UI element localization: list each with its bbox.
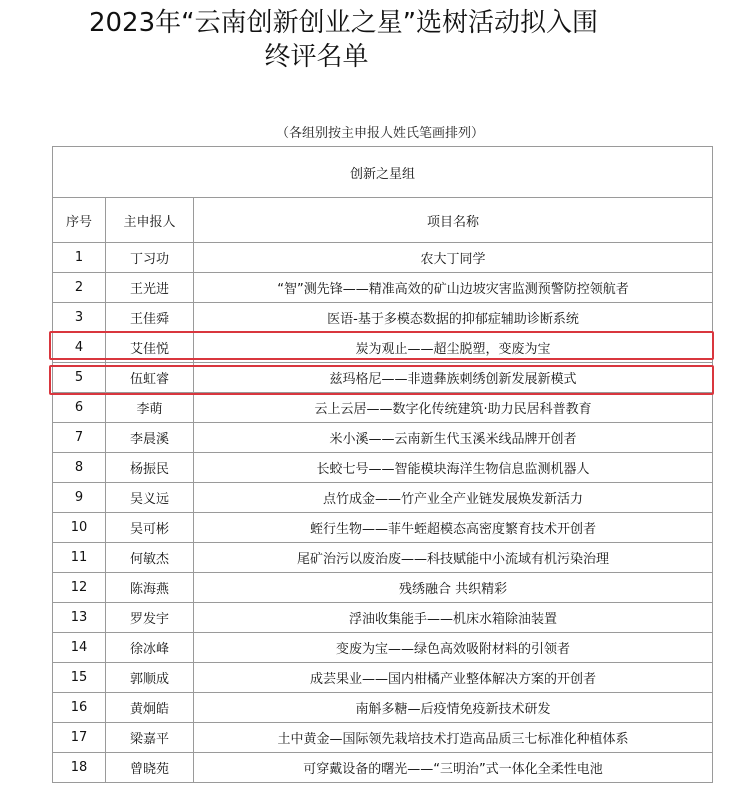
group-header-row bbox=[53, 147, 713, 198]
applicant-name: 伍虹睿 bbox=[106, 363, 194, 393]
table-row bbox=[53, 363, 713, 393]
table-row bbox=[53, 453, 713, 483]
project-name: “智”测先锋——精准高效的矿山边坡灾害监测预警防控领航者 bbox=[194, 273, 713, 303]
applicant-name: 梁嘉平 bbox=[106, 723, 194, 753]
applicant-name: 吴义远 bbox=[106, 483, 194, 513]
row-number: 9 bbox=[53, 483, 106, 513]
applicant-name: 何敏杰 bbox=[106, 543, 194, 573]
row-number: 17 bbox=[53, 723, 106, 753]
project-name: 尾矿治污以废治废——科技赋能中小流域有机污染治理 bbox=[194, 543, 713, 573]
table-row bbox=[53, 573, 713, 603]
table-row bbox=[53, 483, 713, 513]
title-line-2: 终评名单 bbox=[264, 42, 369, 72]
applicant-name: 李晨溪 bbox=[106, 423, 194, 453]
row-number: 8 bbox=[53, 453, 106, 483]
row-number: 6 bbox=[53, 393, 106, 423]
applicant-name: 丁习功 bbox=[106, 243, 194, 273]
project-name: 云上云居——数字化传统建筑·助力民居科普教育 bbox=[194, 393, 713, 423]
sort-note: （各组别按主申报人姓氏笔画排列） bbox=[275, 126, 484, 141]
applicant-name: 黄炯皓 bbox=[106, 693, 194, 723]
row-number: 3 bbox=[53, 303, 106, 333]
table-row bbox=[53, 603, 713, 633]
applicant-name: 王光进 bbox=[106, 273, 194, 303]
row-number: 16 bbox=[53, 693, 106, 723]
applicant-name: 曾晓苑 bbox=[106, 753, 194, 783]
project-name: 可穿戴设备的曙光——“三明治”式一体化全柔性电池 bbox=[194, 753, 713, 783]
table-row bbox=[53, 303, 713, 333]
project-name: 浮油收集能手——机床水箱除油装置 bbox=[194, 603, 713, 633]
project-name: 农大丁同学 bbox=[194, 243, 713, 273]
group-name: 创新之星组 bbox=[53, 147, 713, 198]
row-number: 13 bbox=[53, 603, 106, 633]
row-number: 10 bbox=[53, 513, 106, 543]
row-number: 12 bbox=[53, 573, 106, 603]
row-number: 7 bbox=[53, 423, 106, 453]
applicant-name: 吴可彬 bbox=[106, 513, 194, 543]
project-name: 土中黄金—国际领先栽培技术打造高品质三七标准化种植体系 bbox=[194, 723, 713, 753]
applicant-name: 徐冰峰 bbox=[106, 633, 194, 663]
table-row bbox=[53, 243, 713, 273]
applicant-name: 罗发宇 bbox=[106, 603, 194, 633]
row-number: 2 bbox=[53, 273, 106, 303]
table-row bbox=[53, 423, 713, 453]
column-header-project: 项目名称 bbox=[194, 198, 713, 243]
row-number: 1 bbox=[53, 243, 106, 273]
applicant-name: 王佳舜 bbox=[106, 303, 194, 333]
title-line-1: 2023年“云南创新创业之星”选树活动拟入围 bbox=[88, 8, 599, 38]
applicant-name: 陈海燕 bbox=[106, 573, 194, 603]
project-name: 残绣融合 共织精彩 bbox=[194, 573, 713, 603]
project-name: 蛭行生物——菲牛蛭超模态高密度繁育技术开创者 bbox=[194, 513, 713, 543]
table-row bbox=[53, 753, 713, 783]
table-row bbox=[53, 633, 713, 663]
table-row bbox=[53, 393, 713, 423]
candidate-table bbox=[52, 146, 713, 783]
table-row bbox=[53, 543, 713, 573]
project-name: 兹玛格尼——非遗彝族刺绣创新发展新模式 bbox=[194, 363, 713, 393]
page-title bbox=[0, 6, 739, 74]
row-number: 4 bbox=[53, 333, 106, 363]
project-name: 米小溪——云南新生代玉溪米线品牌开创者 bbox=[194, 423, 713, 453]
project-name: 点竹成金——竹产业全产业链发展焕发新活力 bbox=[194, 483, 713, 513]
project-name: 医语-基于多模态数据的抑郁症辅助诊断系统 bbox=[194, 303, 713, 333]
project-name: 长蛟七号——智能模块海洋生物信息监测机器人 bbox=[194, 453, 713, 483]
applicant-name: 李萌 bbox=[106, 393, 194, 423]
row-number: 11 bbox=[53, 543, 106, 573]
applicant-name: 艾佳悦 bbox=[106, 333, 194, 363]
row-number: 14 bbox=[53, 633, 106, 663]
table-row bbox=[53, 663, 713, 693]
column-header-applicant: 主申报人 bbox=[106, 198, 194, 243]
project-name: 炭为观止——超尘脱塑，变废为宝 bbox=[194, 333, 713, 363]
table-row bbox=[53, 333, 713, 363]
table-row bbox=[53, 723, 713, 753]
project-name: 成芸果业——国内柑橘产业整体解决方案的开创者 bbox=[194, 663, 713, 693]
table-row bbox=[53, 513, 713, 543]
column-header-row bbox=[53, 198, 713, 243]
table-row bbox=[53, 273, 713, 303]
column-header-number: 序号 bbox=[53, 198, 106, 243]
table-row bbox=[53, 693, 713, 723]
row-number: 18 bbox=[53, 753, 106, 783]
applicant-name: 郭顺成 bbox=[106, 663, 194, 693]
row-number: 5 bbox=[53, 363, 106, 393]
project-name: 南斛多糖—后疫情免疫新技术研发 bbox=[194, 693, 713, 723]
row-number: 15 bbox=[53, 663, 106, 693]
project-name: 变废为宝——绿色高效吸附材料的引领者 bbox=[194, 633, 713, 663]
applicant-name: 杨振民 bbox=[106, 453, 194, 483]
